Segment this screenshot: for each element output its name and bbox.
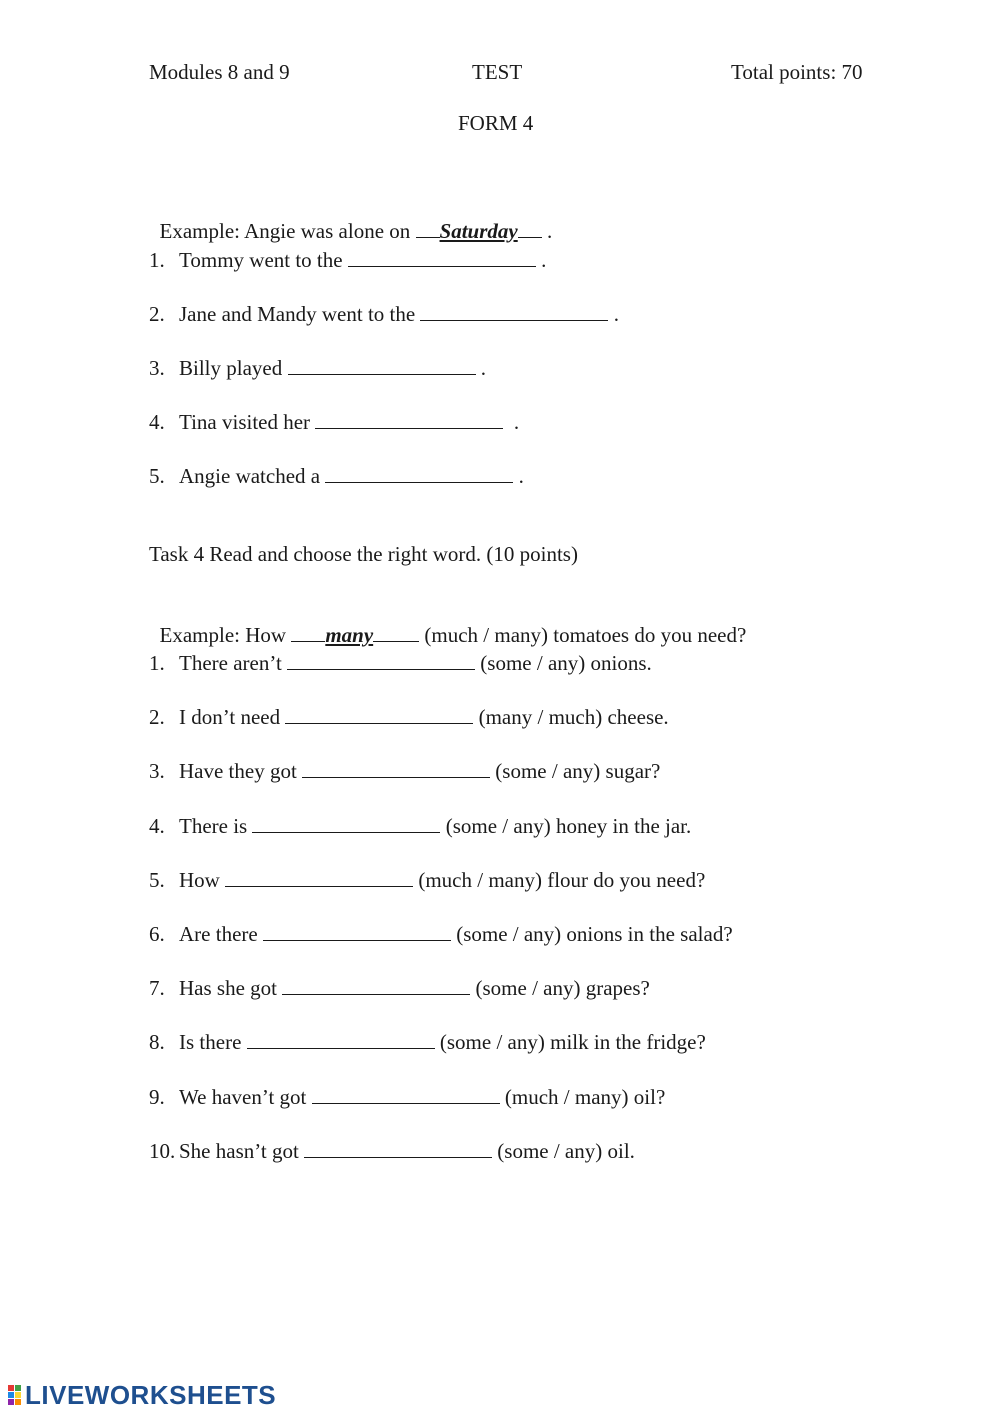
example-blank-trail — [518, 219, 542, 238]
item-number: 5. — [149, 464, 165, 488]
task4-item-9 — [149, 1084, 665, 1110]
item-choice-text: (much / many) oil? — [499, 1084, 666, 1109]
item-choice-text: (many / much) cheese. — [473, 705, 669, 730]
task4-item-1 — [149, 650, 652, 676]
item-choice-text: (some / any) onions. — [475, 651, 652, 675]
logo-square — [8, 1385, 14, 1391]
task4-item-5 — [149, 867, 705, 893]
task4-item-3 — [149, 758, 660, 784]
answer-blank[interactable] — [302, 759, 490, 778]
task3-item-4 — [149, 409, 519, 435]
item-text: Angie watched a — [179, 464, 326, 488]
task4-example — [149, 596, 746, 648]
header-form: FORM 4 — [458, 111, 534, 135]
item-text: Have they got — [179, 759, 303, 784]
item-text: Billy played — [179, 356, 288, 380]
item-number: 5. — [149, 867, 165, 892]
answer-blank[interactable] — [282, 976, 470, 995]
logo-mark-icon — [8, 1385, 21, 1405]
task4-title: Task 4 Read and choose the right word. (10 points) — [149, 542, 578, 566]
liveworksheets-logo — [8, 1381, 276, 1409]
example-blank-lead — [291, 623, 325, 642]
item-text: Is there — [179, 1030, 247, 1055]
item-choice-text: . — [535, 248, 547, 272]
item-text: Tina visited her — [179, 410, 316, 434]
item-text: There is — [179, 813, 253, 838]
header-total-points: Total points: 70 — [731, 60, 863, 84]
task4-item-10 — [149, 1138, 635, 1164]
item-number: 3. — [149, 356, 165, 380]
item-text: We haven’t got — [179, 1084, 312, 1109]
item-number: 2. — [149, 705, 165, 730]
answer-blank[interactable] — [348, 248, 536, 267]
item-choice-text: (much / many) flour do you need? — [413, 867, 706, 892]
item-number: 8. — [149, 1030, 165, 1055]
logo-square — [8, 1399, 14, 1405]
example-end: . — [541, 219, 553, 243]
logo-square — [15, 1392, 21, 1398]
item-choice-text: . — [503, 410, 520, 434]
item-number: 1. — [149, 248, 165, 272]
example-answer: many — [325, 623, 374, 647]
example-blank-lead — [416, 219, 440, 238]
item-number: 4. — [149, 813, 165, 838]
task4-item-8 — [149, 1029, 706, 1055]
item-number: 9. — [149, 1084, 165, 1109]
item-choice-text: (some / any) honey in the jar. — [440, 813, 692, 838]
item-choice-text: . — [513, 464, 524, 488]
item-text: There aren’t — [179, 651, 288, 675]
item-number: 4. — [149, 410, 165, 434]
item-text: How — [179, 867, 226, 892]
task3-item-1 — [149, 247, 546, 273]
item-choice-text: (some / any) sugar? — [490, 759, 661, 784]
item-text: She hasn’t got — [179, 1138, 305, 1163]
logo-square — [8, 1392, 14, 1398]
task3-item-3 — [149, 355, 486, 381]
item-text: Has she got — [179, 976, 283, 1001]
answer-blank[interactable] — [312, 1085, 500, 1104]
item-text: Are there — [179, 922, 263, 946]
item-number: 6. — [149, 922, 165, 946]
logo-square — [15, 1399, 21, 1405]
example-text: Example: How — [159, 623, 292, 647]
answer-blank[interactable] — [420, 302, 608, 321]
task4-item-6 — [149, 921, 733, 947]
item-choice-text: (some / any) grapes? — [470, 976, 650, 1001]
task4-item-2 — [149, 704, 669, 730]
item-choice-text: . — [475, 356, 486, 380]
example-end: (much / many) tomatoes do you need? — [419, 623, 747, 647]
item-choice-text: (some / any) milk in the fridge? — [434, 1030, 706, 1055]
task3-example — [149, 192, 552, 244]
task3-item-5 — [149, 463, 524, 489]
header-test: TEST — [472, 60, 523, 84]
answer-blank[interactable] — [287, 651, 475, 670]
example-blank-trail — [373, 623, 419, 642]
task4-item-4 — [149, 813, 691, 839]
item-number: 10. — [149, 1138, 176, 1163]
item-choice-text: (some / any) oil. — [492, 1138, 635, 1163]
example-text: Example: Angie was alone on — [159, 219, 416, 243]
answer-blank[interactable] — [225, 868, 413, 887]
answer-blank[interactable] — [288, 356, 476, 375]
answer-blank[interactable] — [263, 922, 451, 941]
header-modules: Modules 8 and 9 — [149, 60, 290, 84]
item-choice-text: . — [608, 302, 619, 326]
item-text: I don’t need — [179, 705, 286, 730]
answer-blank[interactable] — [304, 1139, 492, 1158]
answer-blank[interactable] — [285, 705, 473, 724]
item-number: 2. — [149, 302, 165, 326]
answer-blank[interactable] — [315, 410, 503, 429]
answer-blank[interactable] — [325, 464, 513, 483]
logo-text: LIVEWORKSHEETS — [25, 1379, 277, 1410]
item-text: Jane and Mandy went to the — [179, 302, 421, 326]
item-choice-text: (some / any) onions in the salad? — [450, 922, 733, 946]
item-text: Tommy went to the — [179, 248, 348, 272]
answer-blank[interactable] — [252, 814, 440, 833]
logo-square — [15, 1385, 21, 1391]
item-number: 7. — [149, 976, 165, 1001]
task4-item-7 — [149, 975, 650, 1001]
answer-blank[interactable] — [247, 1030, 435, 1049]
task3-item-2 — [149, 301, 619, 327]
item-number: 1. — [149, 651, 165, 675]
item-number: 3. — [149, 759, 165, 784]
example-answer: Saturday — [439, 219, 518, 243]
